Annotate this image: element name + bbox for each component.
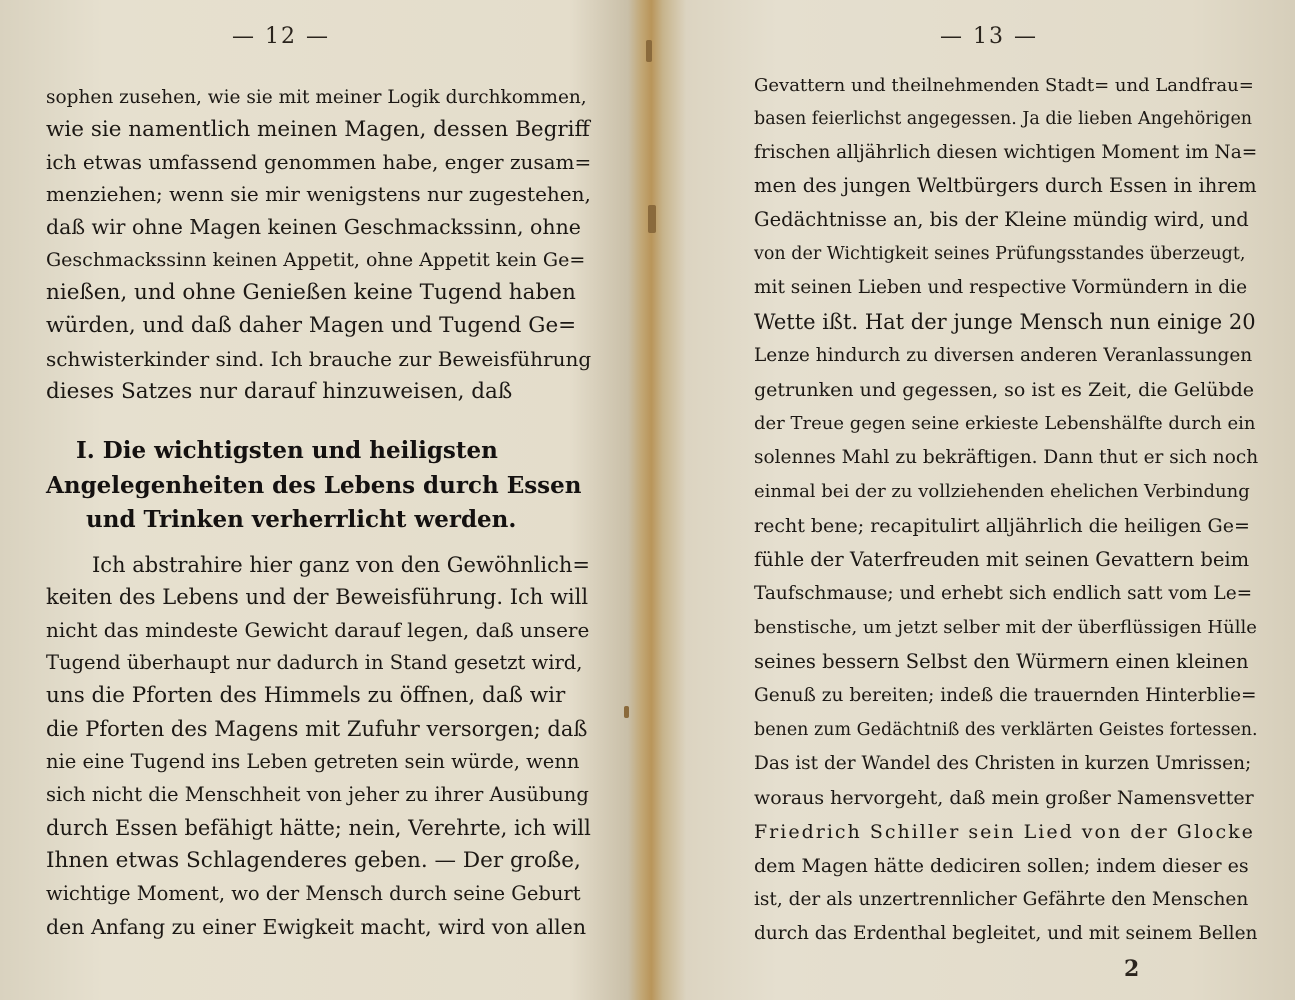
text-line: durch das Erdenthal begleitet, und mit seinem Bellen [754,923,1258,944]
text-line: ist, der als unzertrennlicher Gefährte den Menschen [754,889,1249,910]
right-page [668,0,1295,1000]
text-line: wie sie namentlich meinen Magen, dessen Begriff [46,117,590,142]
signature-mark: 2 [1124,956,1140,982]
text-line: dieses Satzes nur darauf hinzuweisen, daß [46,379,513,404]
text-line: Genuß zu bereiten; indeß die trauernden Hinterblie= [754,685,1257,706]
text-line: nicht das mindeste Gewicht darauf legen, daß unsere [46,618,590,642]
text-line: frischen alljährlich diesen wichtigen Moment im Na= [754,142,1258,163]
text-line: Friedrich Schiller sein Lied von der Glocke [754,821,1255,843]
text-line: menziehen; wenn sie mir wenigstens nur zugestehen, [46,182,591,206]
page-number: — 12 — [232,24,330,49]
text-line: Lenze hindurch zu diversen anderen Veranlassungen [754,345,1253,366]
section-heading: Angelegenheiten des Lebens durch Essen [46,472,582,499]
text-line: getrunken und gegessen, so ist es Zeit, die Gelübde [754,379,1255,401]
text-line: mit seinen Lieben und respective Vormündern in die [754,277,1248,298]
text-line: Taufschmause; und erhebt sich endlich satt vom Le= [754,583,1253,604]
text-line: würden, und daß daher Magen und Tugend Ge= [46,313,577,338]
page-number: — 13 — [940,24,1038,49]
binding-tear [648,205,656,233]
text-line: nießen, und ohne Genießen keine Tugend haben [46,280,576,305]
text-line: recht bene; recapitulirt alljährlich die heiligen Ge= [754,515,1250,537]
text-line: schwisterkinder sind. Ich brauche zur Beweisführung [46,347,592,371]
text-line: Geschmackssinn keinen Appetit, ohne Appetit kein Ge= [46,249,586,271]
text-line: Gevattern und theilnehmenden Stadt= und Landfrau= [754,75,1254,96]
text-line: die Pforten des Magens mit Zufuhr versorgen; daß [46,717,588,741]
text-line: Wette ißt. Hat der junge Mensch nun einige 20 [754,310,1256,334]
text-line: dem Magen hätte dediciren sollen; indem dieser es [754,855,1249,877]
text-line: Ihnen etwas Schlagenderes geben. — Der große, [46,848,581,873]
text-line: sich nicht die Menschheit von jeher zu ihrer Ausübung [46,783,589,806]
text-line: den Anfang zu einer Ewigkeit macht, wird von allen [46,915,587,939]
text-line: einmal bei der zu vollziehenden ehelichen Verbindung [754,481,1250,502]
text-line: nie eine Tugend ins Leben getreten sein würde, wenn [46,750,580,773]
text-line: von der Wichtigkeit seines Prüfungsstandes überzeugt, [754,244,1246,264]
section-heading: I. Die wichtigsten und heiligsten [76,437,498,464]
text-line: Das ist der Wandel des Christen in kurzen Umrissen; [754,753,1252,774]
text-line: basen feierlichst angegessen. Ja die lieben Angehörigen [754,109,1253,129]
text-line: solennes Mahl zu bekräftigen. Dann thut er sich noch [754,447,1259,468]
text-line: uns die Pforten des Himmels zu öffnen, daß wir [46,683,566,708]
text-line: Ich abstrahire hier ganz von den Gewöhnlich= [92,553,590,577]
text-line: daß wir ohne Magen keinen Geschmackssinn, ohne [46,215,581,239]
text-line: Gedächtnisse an, bis der Kleine mündig wird, und [754,208,1249,231]
text-line: seines bessern Selbst den Würmern einen kleinen [754,650,1249,673]
text-line: fühle der Vaterfreuden mit seinen Gevattern beim [754,548,1250,571]
text-line: benstische, um jetzt selber mit der überflüssigen Hülle [754,617,1257,638]
text-line: woraus hervorgeht, daß mein großer Namensvetter [754,787,1254,809]
text-line: Tugend überhaupt nur dadurch in Stand gesetzt wird, [46,651,583,674]
text-line: men des jungen Weltbürgers durch Essen in ihrem [754,174,1257,197]
text-line: wichtige Moment, wo der Mensch durch seine Geburt [46,882,581,905]
text-line: benen zum Gedächtniß des verklärten Geistes fortessen. [754,720,1258,740]
text-line: sophen zusehen, wie sie mit meiner Logik durchkommen, [46,87,587,108]
binding-tear [646,40,652,62]
section-heading: und Trinken verherrlicht werden. [86,506,517,533]
text-line: durch Essen befähigt hätte; nein, Verehrte, ich will [46,816,591,840]
left-page [0,0,640,1000]
text-line: keiten des Lebens und der Beweisführung. Ich will [46,585,589,609]
text-line: der Treue gegen seine erkieste Lebenshälfte durch ein [754,413,1256,434]
text-line: ich etwas umfassend genommen habe, enger zusam= [46,150,592,174]
